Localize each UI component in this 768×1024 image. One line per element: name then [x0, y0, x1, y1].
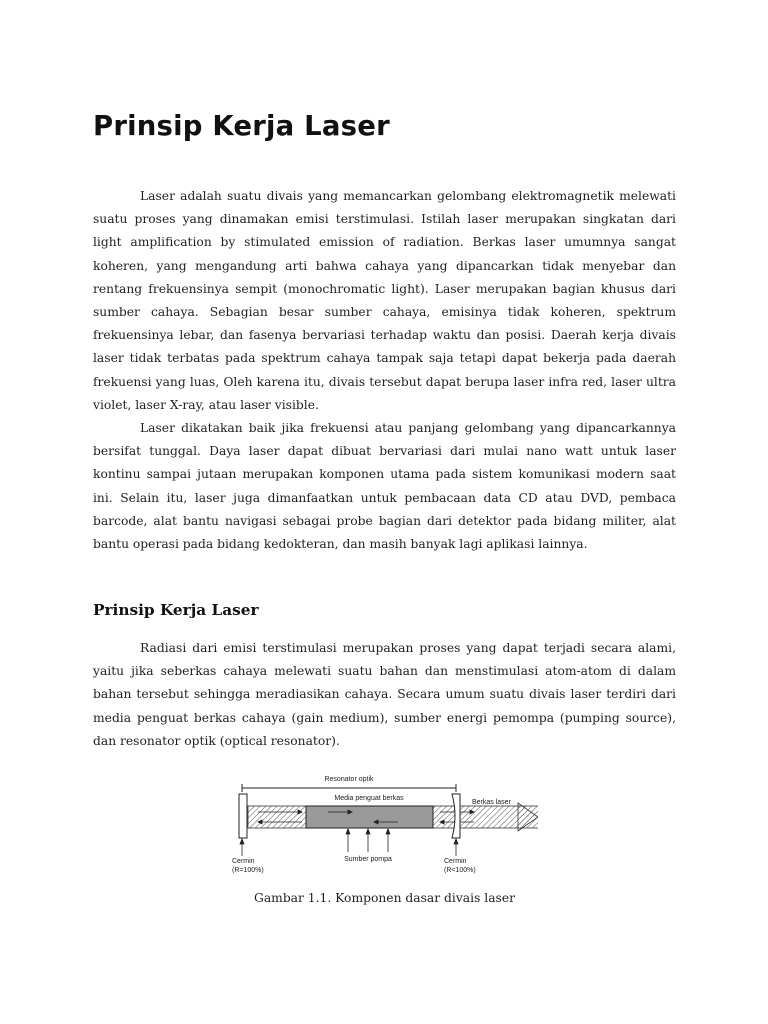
intro-text — [93, 185, 676, 556]
mirror-pointers — [240, 839, 458, 856]
gain-medium-block — [306, 806, 433, 828]
pump-label: Sumber pompa — [344, 856, 392, 863]
mirror-left-label: Cermin — [232, 858, 255, 865]
paragraph-laser-definition: Laser adalah suatu divais yang memancarkan gelombang elektromagnetik melewati suatu proses yang dinamakan emisi terstimulasi. Istilah laser merupakan singkatan dari light amplification by stimulated emission of radiation. Berkas laser umumnya sangat koheren, yang mengandung arti bahwa cahaya yang dipancarkan tidak menyebar dan rentang frekuensinya sempit (monochromatic light). Laser merupakan bagian khusus dari sumber cahaya. Sebagian besar sumber cahaya, emisinya tidak koheren, spektrum frekuensinya lebar, dan fasenya bervariasi terhadap waktu dan posisi. Daerah kerja divais laser tidak terbatas pada spektrum cahaya tampak saja tetapi dapat bekerja pada daerah frekuensi yang luas, Oleh karena itu, divais tersebut dapat berupa laser infra red, laser ultra violet, laser X-ray, atau laser visible. — [93, 189, 676, 412]
resonator-label: Resonator optik — [324, 776, 374, 783]
figure-caption: Gambar 1.1. Komponen dasar divais laser — [254, 891, 515, 905]
mirror-left-value: (R=100%) — [232, 867, 264, 874]
paragraph-working-principle: Radiasi dari emisi terstimulasi merupakan proses yang dapat terjadi secara alami, yaitu jika seberkas cahaya melewati suatu bahan dan menstimulasi atom-atom di dalam bahan tersebut sehingga meradiasikan cahaya. Secara umum suatu divais laser terdiri dari media penguat berkas cahaya (gain medium), sumber energi pemompa (pumping source), dan resonator optik (optical resonator). — [93, 641, 676, 748]
mirror-right-label: Cermin — [444, 858, 467, 865]
mirror-left — [239, 794, 247, 838]
laser-diagram — [228, 770, 538, 882]
beam-label: Berkas laser — [472, 799, 511, 806]
paragraph-laser-applications: Laser dikatakan baik jika frekuensi atau panjang gelombang yang dipancarkannya bersifat tunggal. Daya laser dapat dibuat bervariasi dari mulai nano watt untuk laser kontinu sampai jutaan merupakan komponen utama pada sistem komunikasi modern saat ini. Selain itu, laser juga dimanfaatkan untuk pembacaan data CD atau DVD, pembaca barcode, alat bantu navigasi sebagai probe bagian dari detektor pada bidang militer, alat bantu operasi pada bidang kedokteran, dan masih banyak lagi aplikasi lainnya. — [93, 421, 676, 552]
mirror-right-value: (R<100%) — [444, 867, 476, 874]
resonator-bracket — [242, 784, 456, 792]
gain-medium-label: Media penguat berkas — [334, 795, 404, 802]
laser-diagram-svg — [228, 770, 538, 882]
section-heading: Prinsip Kerja Laser — [93, 601, 259, 619]
section-text — [93, 637, 676, 753]
page-title: Prinsip Kerja Laser — [93, 110, 390, 142]
pump-arrows — [346, 829, 390, 852]
